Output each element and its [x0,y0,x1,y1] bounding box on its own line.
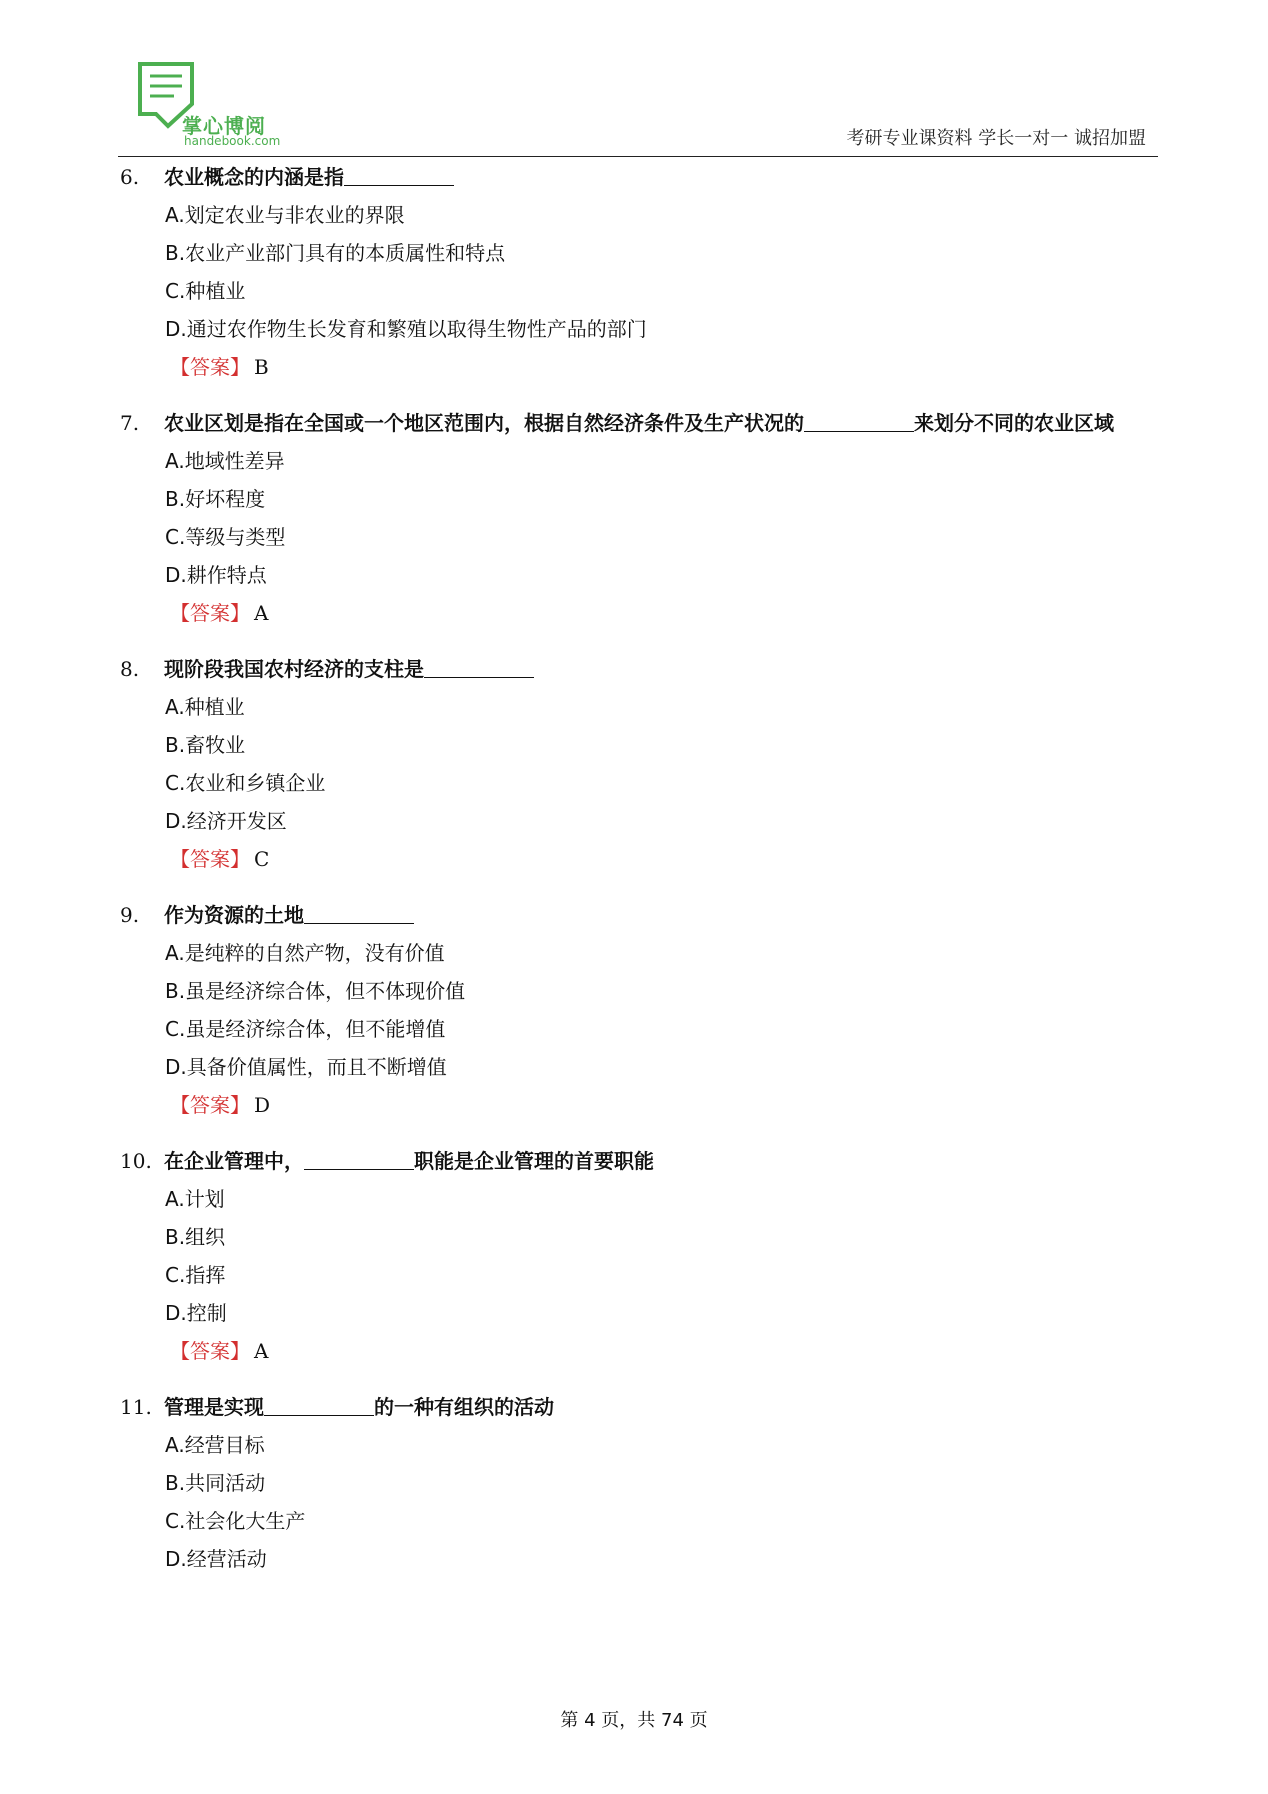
option-b: B.好坏程度 [165,487,266,511]
answer-line [120,1332,1160,1370]
question-8 [120,650,1160,878]
question-10 [120,1142,1160,1370]
option-b: B.畜牧业 [165,733,246,757]
option-b: B.虽是经济综合体，但不体现价值 [165,979,466,1003]
page-header [118,56,1158,157]
option-a: A.计划 [165,1187,225,1211]
question-number: 7. [120,411,140,435]
page-number: 第 4 页，共 74 页 [560,1710,708,1731]
option-a: A.地域性差异 [165,449,285,473]
answer-label: 【答案】 [170,1093,250,1117]
header-tagline: 考研专业课资料 学长一对一 诚招加盟 [846,128,1146,149]
question-7 [120,404,1160,632]
logo-url: handebook.com [184,134,281,148]
answer-value: B [254,355,269,379]
option-d: D.具备价值属性，而且不断增值 [165,1055,447,1079]
option-b: B.组织 [165,1225,226,1249]
option-a: A.是纯粹的自然产物，没有价值 [165,941,445,965]
answer-label: 【答案】 [170,601,250,625]
answer-blank [304,1147,414,1170]
question-number: 9. [120,903,140,927]
question-title [120,1142,1160,1180]
answer-value: A [254,601,269,625]
option-a: A.经营目标 [165,1433,265,1457]
option-d: D.经营活动 [165,1547,267,1571]
logo-text: 掌心博阅 [182,114,266,138]
answer-blank [304,901,414,924]
answer-line [120,840,1160,878]
answer-label: 【答案】 [170,1339,250,1363]
option-d: D.通过农作物生长发育和繁殖以取得生物性产品的部门 [165,317,647,341]
question-text: 农业区划是指在全国或一个地区范围内，根据自然经济条件及生产状况的 [164,411,804,435]
answer-label: 【答案】 [170,847,250,871]
logo [134,60,294,146]
answer-value: C [254,847,270,871]
question-text: 在企业管理中， [164,1149,304,1173]
question-title [120,650,1160,688]
question-text: 管理是实现 [164,1395,264,1419]
option-c: C.种植业 [165,279,246,303]
answer-blank [344,163,454,186]
option-b: B.农业产业部门具有的本质属性和特点 [165,241,506,265]
option-a: A.划定农业与非农业的界限 [165,203,405,227]
question-title [120,1388,1160,1426]
answer-label: 【答案】 [170,355,250,379]
question-list [120,158,1160,1596]
question-number: 8. [120,657,140,681]
question-number: 6. [120,165,140,189]
answer-value: A [254,1339,269,1363]
option-c: C.虽是经济综合体，但不能增值 [165,1017,446,1041]
option-d: D.耕作特点 [165,563,267,587]
answer-blank [804,409,914,432]
option-c: C.等级与类型 [165,525,286,549]
option-c: C.指挥 [165,1263,226,1287]
answer-value: D [254,1093,271,1117]
answer-blank [264,1393,374,1416]
question-title [120,896,1160,934]
answer-line [120,1086,1160,1124]
answer-line [120,348,1160,386]
question-number: 10. [120,1149,152,1173]
question-number: 11. [120,1395,152,1419]
option-d: D.控制 [165,1301,227,1325]
answer-line [120,594,1160,632]
question-title [120,404,1160,442]
question-text: 现阶段我国农村经济的支柱是 [164,657,424,681]
question-text-after: 职能是企业管理的首要职能 [414,1149,654,1173]
question-9 [120,896,1160,1124]
option-b: B.共同活动 [165,1471,266,1495]
question-11 [120,1388,1160,1578]
question-text: 农业概念的内涵是指 [164,165,344,189]
option-c: C.社会化大生产 [165,1509,306,1533]
question-text-after: 的一种有组织的活动 [374,1395,554,1419]
answer-blank [424,655,534,678]
option-c: C.农业和乡镇企业 [165,771,326,795]
question-title [120,158,1160,196]
option-d: D.经济开发区 [165,809,287,833]
question-text-after: 来划分不同的农业区域 [914,411,1114,435]
option-a: A.种植业 [165,695,245,719]
question-6 [120,158,1160,386]
question-text: 作为资源的土地 [164,903,304,927]
